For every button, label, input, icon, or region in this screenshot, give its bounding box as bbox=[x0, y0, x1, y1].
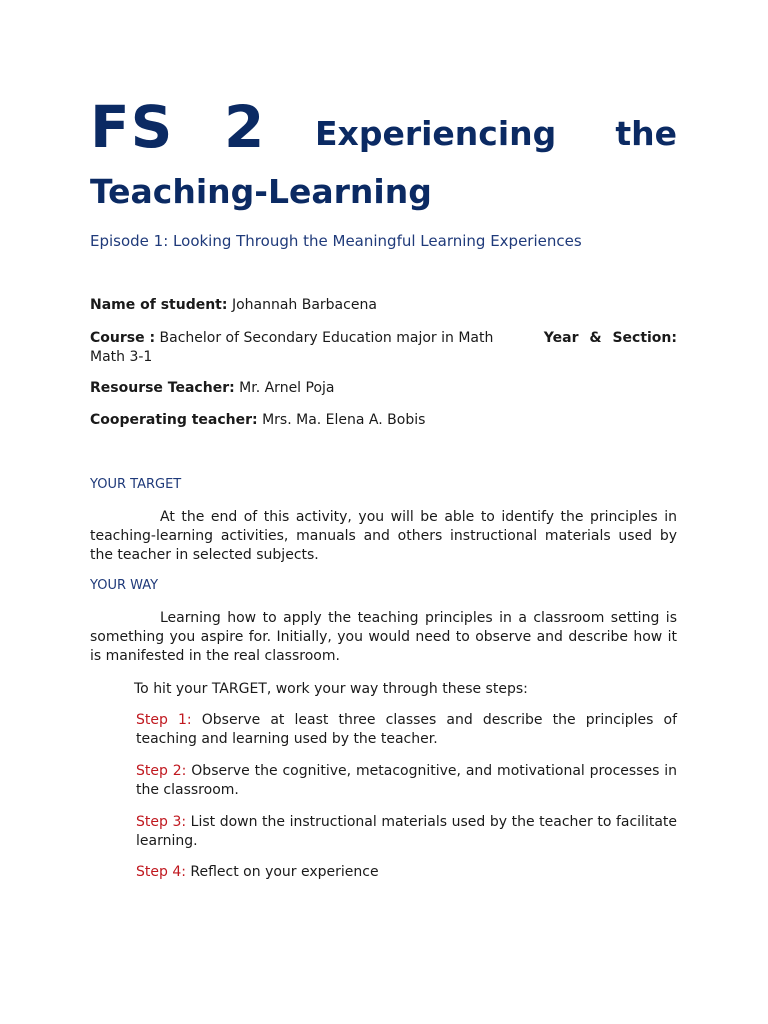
your-target-paragraph bbox=[90, 508, 677, 565]
step-item bbox=[136, 813, 677, 851]
cooperating-teacher-field bbox=[90, 411, 677, 430]
title-line-2: Teaching-Learning bbox=[90, 172, 432, 211]
episode-subtitle: Episode 1: Looking Through the Meaningful Learning Experiences bbox=[90, 232, 582, 250]
student-name-label: Name of student: bbox=[90, 297, 228, 313]
step-text: Reflect on your experience bbox=[190, 864, 379, 880]
step-text: List down the instructional materials used by the teacher to facilitate learning. bbox=[136, 814, 678, 849]
step-item bbox=[136, 863, 677, 882]
cooperating-teacher-value: Mrs. Ma. Elena A. Bobis bbox=[262, 412, 426, 428]
title-number: 2 bbox=[224, 93, 265, 161]
your-target-heading: YOUR TARGET bbox=[90, 477, 182, 492]
document-title bbox=[90, 92, 677, 162]
step-label: Step 4: bbox=[136, 864, 186, 880]
step-item bbox=[136, 711, 677, 749]
year-section-value: Math 3-1 bbox=[90, 349, 153, 365]
step-label: Step 1: bbox=[136, 712, 192, 728]
your-way-text: Learning how to apply the teaching principles in a classroom setting is something you aspire for. Initially, you would need to observe and describe how it is manifested in the real classroom. bbox=[90, 610, 677, 664]
student-name-field bbox=[90, 296, 677, 315]
title-word-experiencing: Experiencing bbox=[315, 114, 557, 153]
step-text: Observe the cognitive, metacognitive, and motivational processes in the classroom. bbox=[136, 763, 678, 798]
your-way-paragraph bbox=[90, 609, 677, 666]
resource-teacher-value: Mr. Arnel Poja bbox=[239, 380, 335, 396]
student-name-value: Johannah Barbacena bbox=[231, 297, 377, 313]
resource-teacher-label: Resourse Teacher: bbox=[90, 380, 235, 396]
course-label: Course : bbox=[90, 330, 156, 346]
step-text: Observe at least three classes and describe the principles of teaching and learning used by the teacher. bbox=[136, 712, 678, 747]
title-fs: FS bbox=[90, 93, 174, 161]
year-section-label: Year & Section: bbox=[543, 330, 677, 346]
step-label: Step 2: bbox=[136, 763, 187, 779]
title-word-the: the bbox=[615, 114, 677, 153]
course-value: Bachelor of Secondary Education major in Math bbox=[159, 330, 494, 346]
your-target-text: At the end of this activity, you will be able to identify the principles in teaching-learning activities, manuals and others instructional materials used by the teacher in selected subjects. bbox=[90, 509, 677, 563]
course-field bbox=[90, 329, 677, 348]
steps-intro: To hit your TARGET, work your way through these steps: bbox=[134, 681, 528, 697]
step-item bbox=[136, 762, 677, 800]
step-label: Step 3: bbox=[136, 814, 187, 830]
resource-teacher-field bbox=[90, 379, 677, 398]
your-way-heading: YOUR WAY bbox=[90, 578, 159, 593]
cooperating-teacher-label: Cooperating teacher: bbox=[90, 412, 258, 428]
